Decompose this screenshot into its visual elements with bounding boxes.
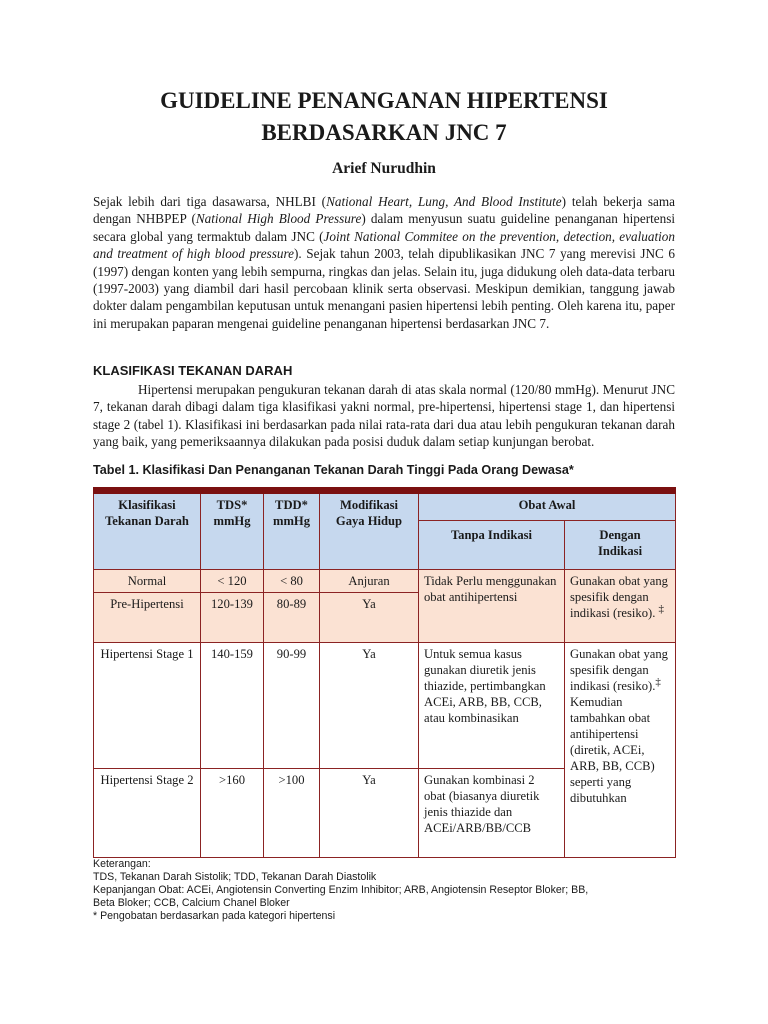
intro-text-2: ) telah bekerja sama dengan NHBPEP ( <box>93 194 675 227</box>
document-title <box>60 85 708 149</box>
cell-tanpa-stage1: Untuk semua kasus gunakan diuretik jenis thiazide, pertimbangkan ACEi, ARB, BB, CCB, atau kombinasikan <box>419 643 565 769</box>
header-klasifikasi: Klasifikasi Tekanan Darah <box>94 491 201 570</box>
cell-tanpa-stage2: Gunakan kombinasi 2 obat (biasanya diuretik jenis thiazide dan ACEi/ARB/BB/CCB <box>419 769 565 858</box>
intro-italic-2: National High Blood Pressure <box>195 211 362 227</box>
intro-paragraph <box>93 193 675 332</box>
intro-text-4: ). Sejak tahun 2003, telah dipublikasikan JNC 7 yang merevisi JNC 6 (1997) dengan konten yang lebih sempurna, ringkas dan jelas. Selain itu, juga didukung oleh data-data terbaru (1997-2003) yang diambil dari hasil percobaan klinik serta observasi. Meskipun demikian, tanggung jawab dokter dalam pengambilan keputusan untuk menangani pasien hipertensi lebih penting. Oleh karena itu, paper ini merupakan paparan mengenai guideline penanganan hipertensi berdasarkan JNC 7. <box>93 246 675 331</box>
intro-text-1: Sejak lebih dari tiga dasawarsa, NHLBI ( <box>93 194 327 209</box>
header-modifikasi: Modifikasi Gaya Hidup <box>320 491 419 570</box>
header-tds: TDS* mmHg <box>201 491 264 570</box>
row-stage1-tdd: 90-99 <box>264 643 320 769</box>
row-stage2-modifikasi: Ya <box>320 769 419 858</box>
header-tdd: TDD* mmHg <box>264 491 320 570</box>
dengan-stage12-text-a: Gunakan obat yang spesifik dengan indikasi (resiko). <box>570 647 668 693</box>
table-caption: Tabel 1. Klasifikasi Dan Penanganan Tekanan Darah Tinggi Pada Orang Dewasa* <box>93 463 574 477</box>
row-stage1-klasifikasi: Hipertensi Stage 1 <box>94 643 201 769</box>
header-dengan-indikasi: Dengan Indikasi <box>565 521 676 570</box>
row-normal-tdd: < 80 <box>264 570 320 593</box>
notes-abbreviation-1: TDS, Tekanan Darah Sistolik; TDD, Tekanan Darah Diastolik <box>93 871 377 883</box>
notes-abbreviation-2: Kepanjangan Obat: ACEi, Angiotensin Converting Enzim Inhibitor; ARB, Angiotensin Reseptor Bloker; BB, <box>93 884 589 896</box>
row-stage1-modifikasi: Ya <box>320 643 419 769</box>
title-line-2: BERDASARKAN JNC 7 <box>261 120 507 145</box>
table-row <box>94 570 676 593</box>
notes-footnote: * Pengobatan berdasarkan pada kategori hipertensi <box>93 910 336 922</box>
row-normal-klasifikasi: Normal <box>94 570 201 593</box>
dengan-normal-pre-text: Gunakan obat yang spesifik dengan indikasi (resiko). <box>570 574 668 620</box>
row-stage1-tds: 140-159 <box>201 643 264 769</box>
row-pre-modifikasi: Ya <box>320 593 419 643</box>
row-stage2-klasifikasi: Hipertensi Stage 2 <box>94 769 201 858</box>
row-pre-tds: 120-139 <box>201 593 264 643</box>
notes-label: Keterangan: <box>93 858 151 870</box>
row-pre-klasifikasi: Pre-Hipertensi <box>94 593 201 643</box>
dengan-stage12-text-b: Kemudian tambahkan obat antihipertensi (diretik, ACEi, ARB, BB, CCB) seperti yang dibutuhkan <box>570 695 655 805</box>
classification-paragraph: Hipertensi merupakan pengukuran tekanan darah di atas skala normal (120/80 mmHg). Menurut JNC 7, tekanan darah dibagi dalam tiga klasifikasi yakni normal, pre-hipertensi, hipertensi stage 1, dan hipertensi stage 2 (tabel 1). Klasifikasi ini berdasarkan pada nilai rata-rata dari dua atau lebih pengukuran tekanan darah yang baik, yang pemeriksaannya dilakukan pada posisi duduk dalam setiap kunjungan berobat. <box>93 382 675 450</box>
header-tanpa-indikasi: Tanpa Indikasi <box>419 521 565 570</box>
row-stage2-tds: >160 <box>201 769 264 858</box>
cell-dengan-normal-pre <box>565 570 676 643</box>
dagger-mark: ‡ <box>658 602 664 615</box>
row-normal-tds: < 120 <box>201 570 264 593</box>
notes-abbreviation-3: Beta Bloker; CCB, Calcium Chanel Bloker <box>93 897 290 909</box>
row-pre-tdd: 80-89 <box>264 593 320 643</box>
table-row <box>94 643 676 769</box>
cell-dengan-stage12 <box>565 643 676 858</box>
section-title: KLASIFIKASI TEKANAN DARAH <box>93 363 293 378</box>
table-header-row <box>94 491 676 521</box>
intro-italic-1: National Heart, Lung, And Blood Institute <box>326 194 562 209</box>
table-notes <box>93 858 693 923</box>
title-line-1: GUIDELINE PENANGANAN HIPERTENSI <box>160 88 608 113</box>
row-normal-modifikasi: Anjuran <box>320 570 419 593</box>
classification-table <box>93 487 676 858</box>
author-name: Arief Nurudhin <box>332 160 436 177</box>
dagger-mark: ‡ <box>655 675 661 688</box>
intro-text-3: ) dalam menyusun suatu guideline penanganan hipertensi secara global yang termaktub dalam JNC ( <box>93 211 675 244</box>
cell-tanpa-normal-pre: Tidak Perlu menggunakan obat antihipertensi <box>419 570 565 643</box>
row-stage2-tdd: >100 <box>264 769 320 858</box>
intro-italic-3: Joint National Commitee on the prevention, detection, evaluation and treatment of high blood pressure <box>93 228 675 262</box>
header-obat-awal: Obat Awal <box>419 491 676 521</box>
